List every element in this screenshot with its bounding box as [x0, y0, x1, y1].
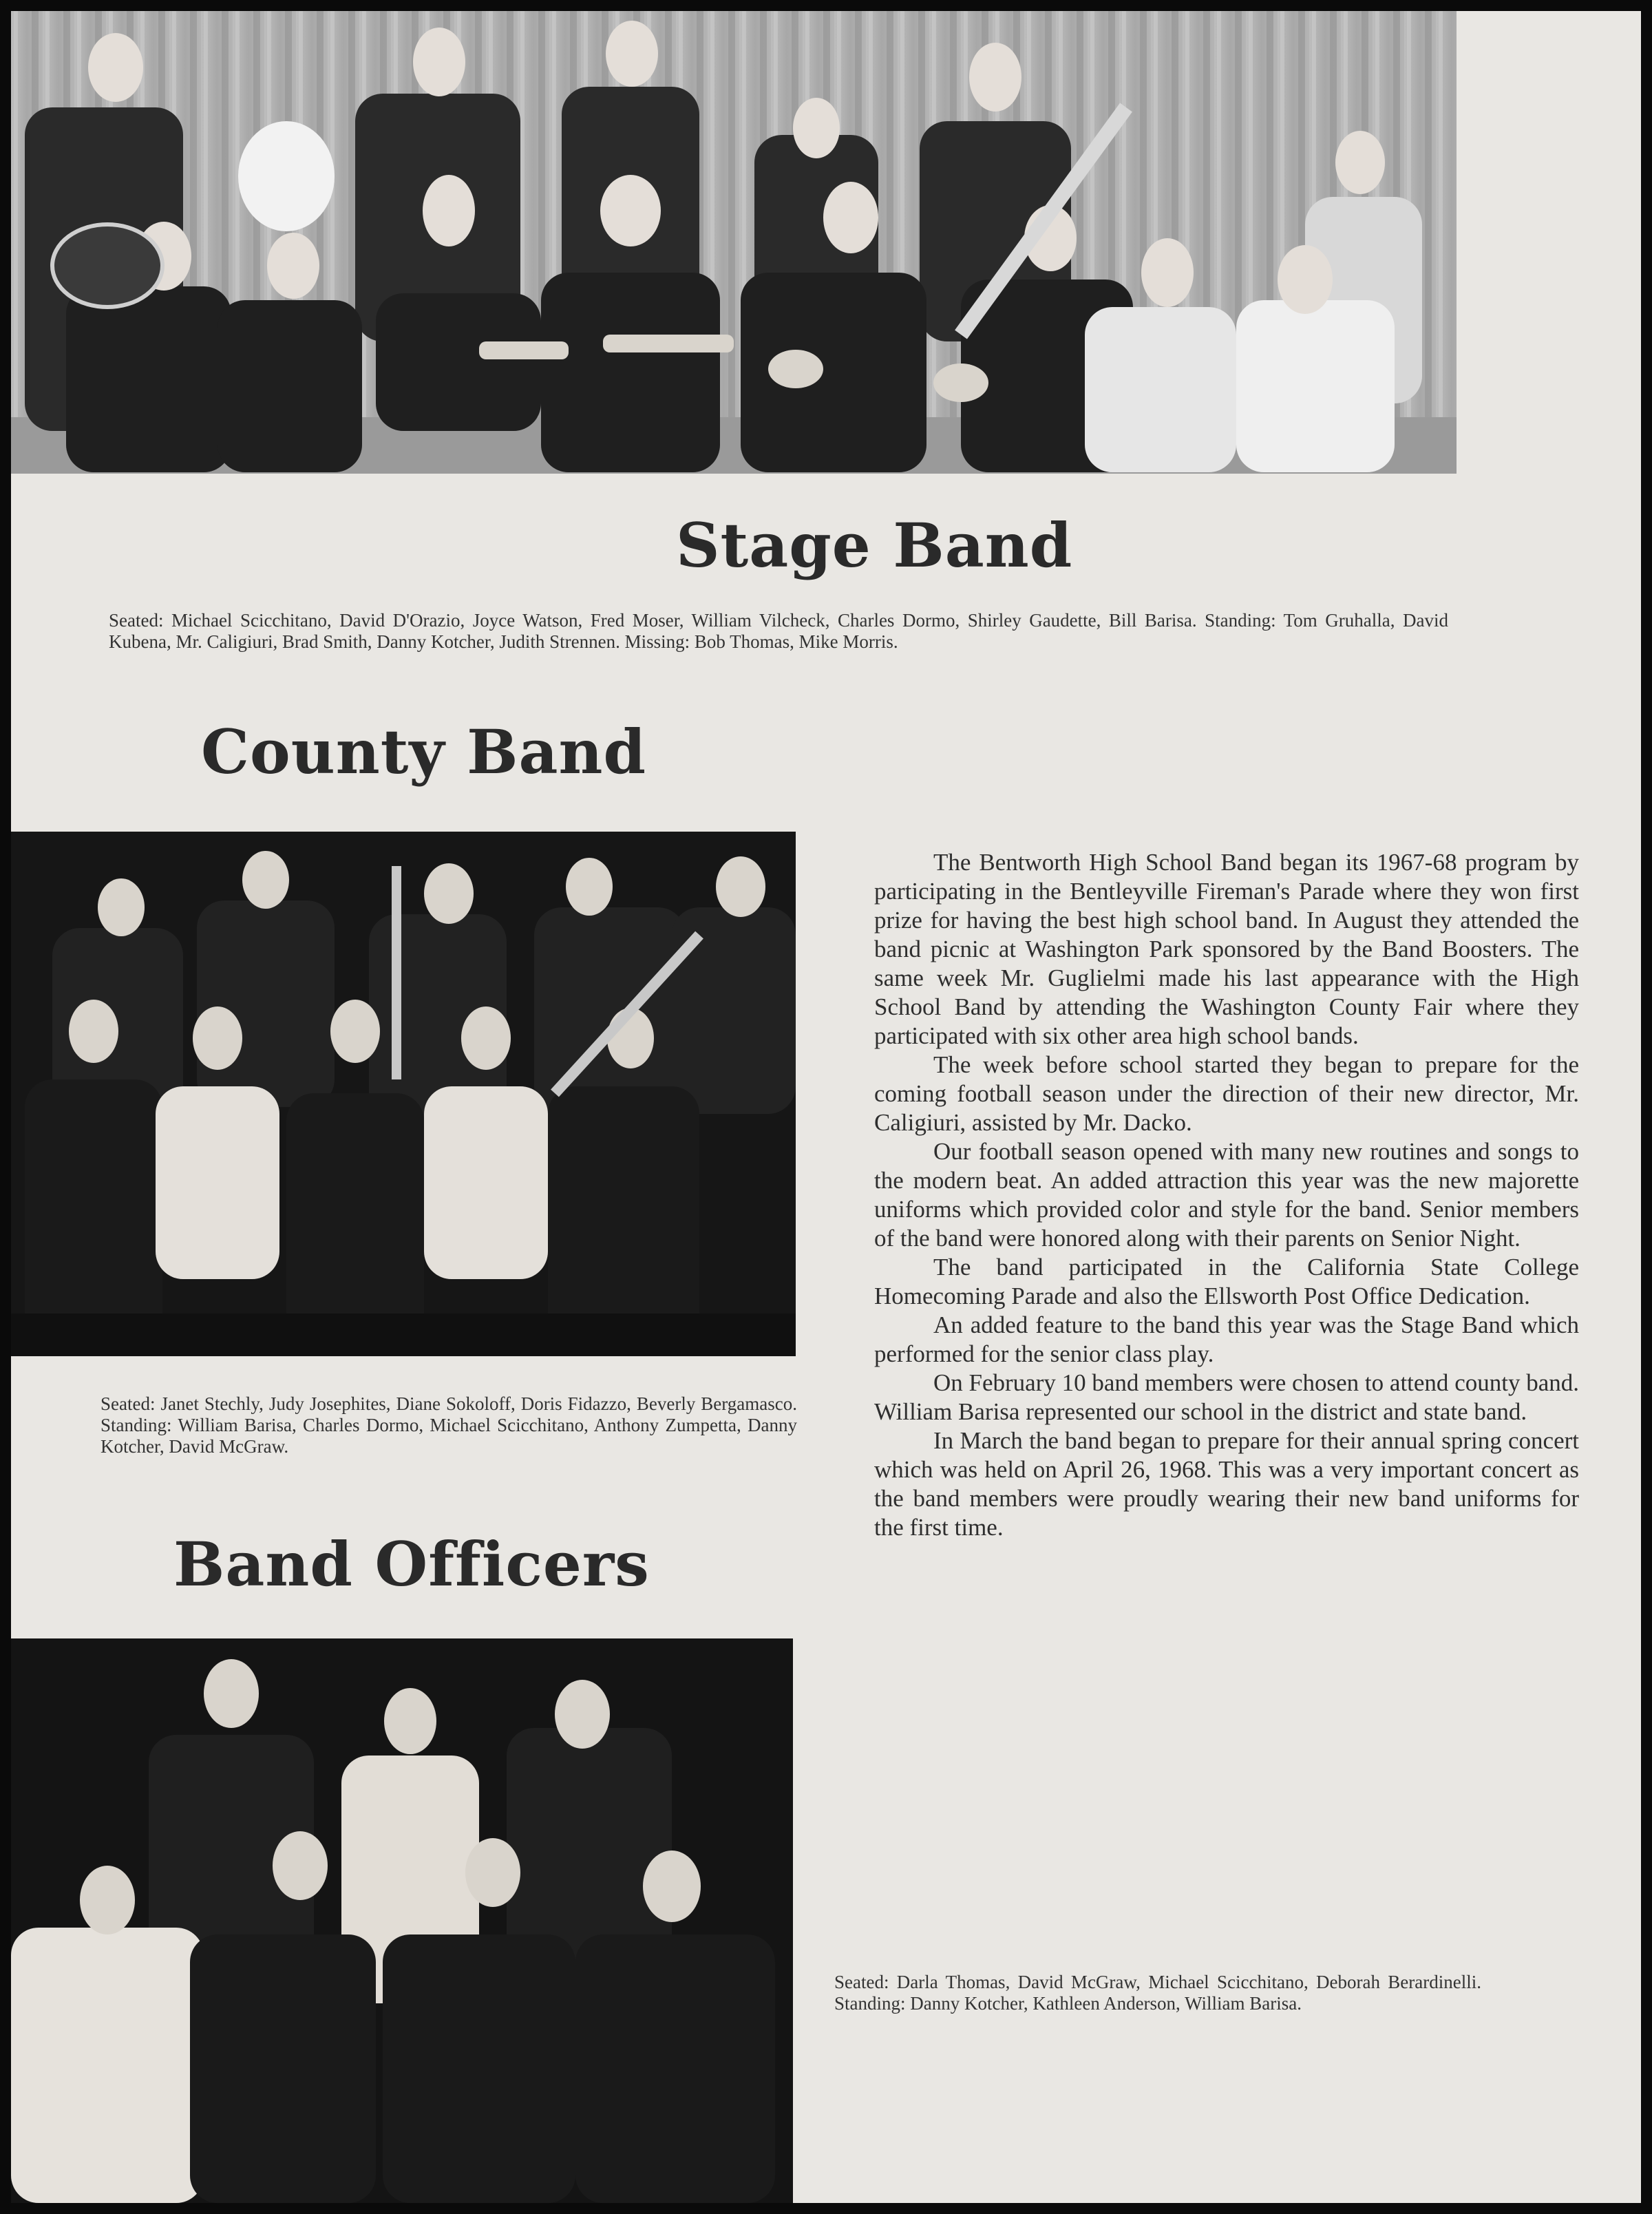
county-band-photo [11, 832, 796, 1356]
article-paragraph: Our football season opened with many new routines and songs to the modern beat. An added attraction this year was the new majorette uniforms which provided color and style for the band. Senior members of the band were honored along with their parents on Senior Night. [874, 1138, 1579, 1252]
stage-band-caption: Seated: Michael Scicchitano, David D'Orazio, Joyce Watson, Fred Moser, William Vilcheck, Charles Dormo, Shirley Gaudette, Bill Barisa. Standing: Tom Gruhalla, David Kubena, Mr. Caligiuri, Brad Smith, Danny Kotcher, Judith Strennen. Missing: Bob Thomas, Mike Morris. [109, 610, 1448, 652]
article-paragraph: The band participated in the California State College Homecoming Parade and also the Ellsworth Post Office Dedication. [874, 1254, 1579, 1309]
yearbook-page [11, 11, 1641, 2203]
article-paragraph: On February 10 band members were chosen to attend county band. William Barisa represented our school in the district and state band. [874, 1369, 1579, 1425]
article-paragraph: The Bentworth High School Band began its 1967-68 program by participating in the Bentleyville Fireman's Parade where they won first prize for having the best high school band. In August they attended the band picnic at Washington Park sponsored by the Band Boosters. The same week Mr. Guglielmi made his last appearance with the High School Band by attending the Washington County Fair where they participated with six other area high school bands. [874, 849, 1579, 1049]
band-officers-photo [11, 1638, 793, 2203]
band-history-article [874, 848, 1579, 1542]
article-paragraph: The week before school started they began to prepare for the coming football season under the direction of their new director, Mr. Caligiuri, assisted by Mr. Dacko. [874, 1051, 1579, 1136]
band-officers-heading: Band Officers [173, 1528, 650, 1600]
article-paragraph: In March the band began to prepare for their annual spring concert which was held on April 26, 1968. This was a very important concert as the band members were proudly wearing their new band uniforms for the first time. [874, 1427, 1579, 1541]
stage-band-photo [11, 11, 1457, 474]
stage-band-heading: Stage Band [676, 509, 1073, 581]
article-paragraph: An added feature to the band this year was the Stage Band which performed for the senior class play. [874, 1311, 1579, 1367]
band-officers-caption: Seated: Darla Thomas, David McGraw, Michael Scicchitano, Deborah Berardinelli. Standing: Danny Kotcher, Kathleen Anderson, William Barisa. [834, 1972, 1481, 2014]
county-band-heading: County Band [201, 716, 647, 788]
county-band-caption: Seated: Janet Stechly, Judy Josephites, Diane Sokoloff, Doris Fidazzo, Beverly Bergamasco. Standing: William Barisa, Charles Dormo, Michael Scicchitano, Anthony Zumpetta, Danny Kotcher, David McGraw. [100, 1393, 797, 1457]
